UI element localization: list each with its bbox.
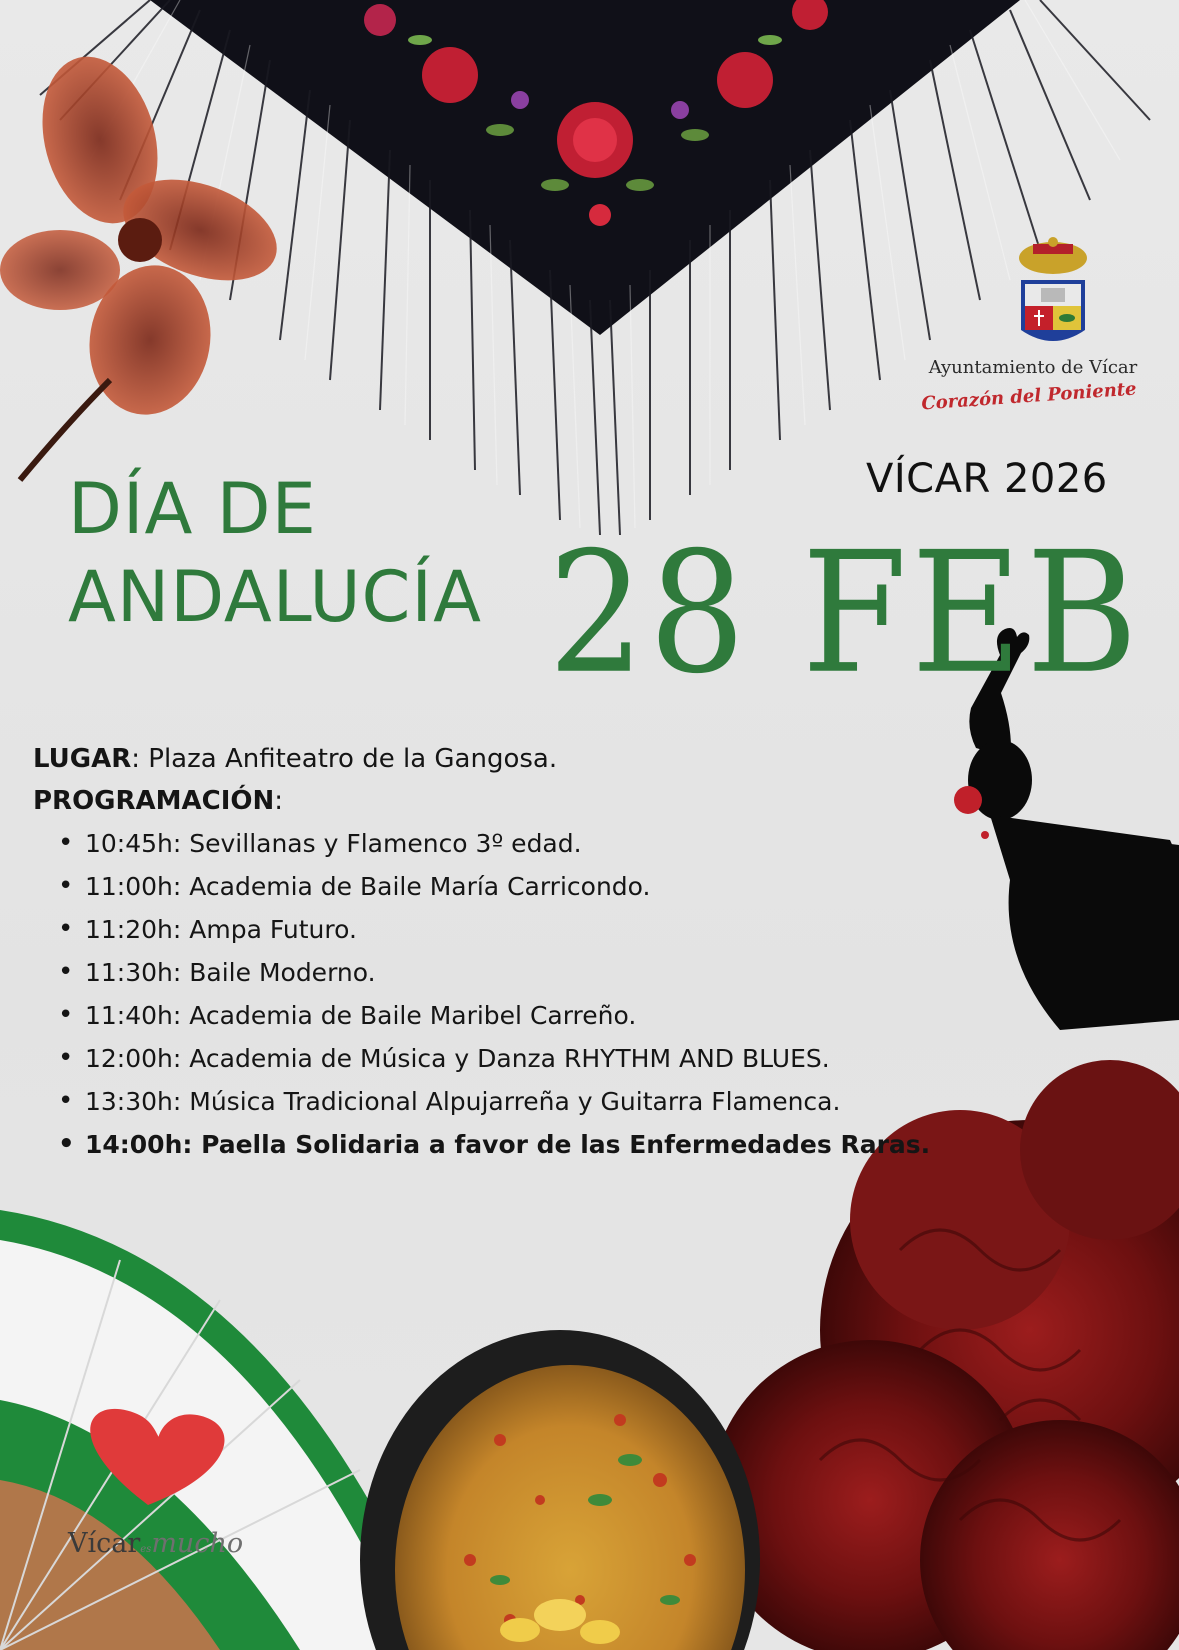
- program-schedule: [33, 822, 930, 1166]
- event-date: 28 FEB: [548, 515, 1142, 711]
- schedule-item: • 11:20h: Ampa Futuro.: [33, 908, 930, 951]
- title-line-1: DÍA DE: [68, 468, 317, 550]
- paella-graphic: [360, 1330, 760, 1650]
- place-label: LUGAR: [33, 744, 132, 774]
- place-row: [33, 738, 930, 780]
- schedule-item: • 11:30h: Baile Moderno.: [33, 951, 930, 994]
- brand-main: Vícar: [68, 1528, 141, 1559]
- schedule-item: • 13:30h: Música Tradicional Alpujarreña y Guitarra Flamenca.: [33, 1080, 930, 1123]
- council-coat-of-arms: [1019, 237, 1087, 341]
- schedule-item: • 12:00h: Academia de Música y Danza RHYTHM AND BLUES.: [33, 1037, 930, 1080]
- schedule-item: • 11:40h: Academia de Baile Maribel Carreño.: [33, 994, 930, 1037]
- schedule-item-highlight: • 14:00h: Paella Solidaria a favor de las Enfermedades Raras.: [33, 1123, 930, 1166]
- program-label: PROGRAMACIÓN: [33, 786, 275, 816]
- event-info: [33, 738, 930, 1166]
- brand-small: es: [140, 1544, 152, 1555]
- event-year: VÍCAR 2026: [866, 456, 1108, 502]
- brand-tail: mucho: [151, 1528, 244, 1559]
- program-row: [33, 780, 930, 822]
- schedule-item: • 10:45h: Sevillanas y Flamenco 3º edad.: [33, 822, 930, 865]
- council-name: Ayuntamiento de Vícar: [928, 357, 1138, 378]
- place-value: : Plaza Anfiteatro de la Gangosa.: [131, 744, 558, 774]
- vicar-brand-logo: [68, 1528, 243, 1559]
- program-suffix: :: [274, 786, 284, 816]
- dried-flower-graphic: [0, 44, 291, 480]
- council-motto: Corazón del Poniente: [920, 378, 1138, 415]
- andalusian-fan-graphic: [0, 1210, 420, 1650]
- title-line-2: ANDALUCÍA: [68, 556, 482, 638]
- schedule-item: • 11:00h: Academia de Baile María Carricondo.: [33, 865, 930, 908]
